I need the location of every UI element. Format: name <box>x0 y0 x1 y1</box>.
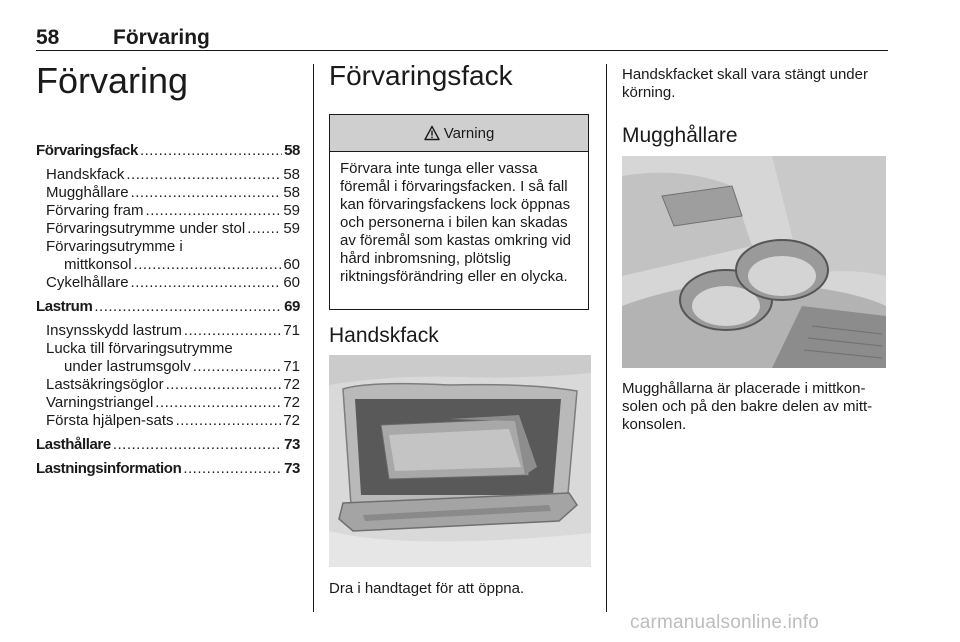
warning-label: Varning <box>443 124 495 142</box>
toc-entry-mugghallare[interactable]: Mugghållare ..... 58 <box>36 184 300 202</box>
warning-triangle-icon <box>424 125 440 141</box>
toc-entry-insynsskydd-lastrum[interactable]: Insynsskydd lastrum ..... 71 <box>36 322 300 340</box>
toc-entry-forvaringsfack[interactable]: Förvaringsfack ..... 58 <box>36 142 300 160</box>
toc-entry-varningstriangel[interactable]: Varningstriangel ..... 72 <box>36 394 300 412</box>
toc-entry-forvaring-fram[interactable]: Förvaring fram ..... 59 <box>36 202 300 220</box>
running-header: Förvaring <box>113 26 210 49</box>
page-number: 58 <box>36 26 60 49</box>
watermark: carmanualsonline.info <box>630 612 820 633</box>
toc-entry-lastsakringsoglor[interactable]: Lastsäkringsöglor ..... 72 <box>36 376 300 394</box>
toc-entry-forvaringsutrymme-under-stol[interactable]: Förvaringsutrymme under stol ..... 59 <box>36 220 300 238</box>
toc-entry-forvaringsutrymme-i-line1[interactable]: Förvaringsutrymme i <box>46 238 183 255</box>
toc-entry-lasthallare[interactable]: Lasthållare ..... 73 <box>36 436 300 454</box>
cupholder-illustration <box>622 156 886 368</box>
chapter-title: Förvaring <box>36 60 189 101</box>
table-of-contents <box>36 140 300 484</box>
figure-caption: Dra i handtaget för att öppna. <box>329 580 525 597</box>
warning-text: Förvara inte tunga eller vassa föremål i förvaringsfacken. I så fall kan förvaringsfackens lock öppnas och personerna i bilen kan skadas av föremål som kastas omkring vid hård inbromsning, plötslig riktningsförändring eller en olycka. <box>340 160 571 285</box>
warning-box <box>329 114 589 310</box>
toc-entry-cykelhallare[interactable]: Cykelhållare ..... 60 <box>36 274 300 292</box>
toc-entry-lastningsinformation[interactable]: Lastningsinformation ..... 73 <box>36 460 300 478</box>
toc-entry-under-lastrumsgolv[interactable]: under lastrumsgolv ..... 71 <box>36 358 300 376</box>
toc-entry-forsta-hjalpen-sats[interactable]: Första hjälpen-sats ..... 72 <box>36 412 300 430</box>
header-rule <box>36 50 888 51</box>
subsection-heading: Handskfack <box>329 324 439 347</box>
column-divider <box>606 64 607 612</box>
toc-entry-handskfack[interactable]: Handskfack ..... 58 <box>36 166 300 184</box>
section-title: Förvaringsfack <box>329 60 513 91</box>
glovebox-illustration <box>329 355 591 567</box>
toc-entry-mittkonsol[interactable]: mittkonsol ..... 60 <box>36 256 300 274</box>
warning-header <box>330 115 588 152</box>
column-divider <box>313 64 314 612</box>
body-paragraph: Mugghållarna är placerade i mittkon-solen och på den bakre delen av mitt-konsolen. <box>622 380 873 433</box>
toc-entry-lastrum[interactable]: Lastrum ..... 69 <box>36 298 300 316</box>
body-paragraph: Handskfacket skall vara stängt under körning. <box>622 66 868 101</box>
subsection-heading: Mugghållare <box>622 124 738 147</box>
toc-entry-lucka-line1[interactable]: Lucka till förvaringsutrymme <box>46 340 233 357</box>
